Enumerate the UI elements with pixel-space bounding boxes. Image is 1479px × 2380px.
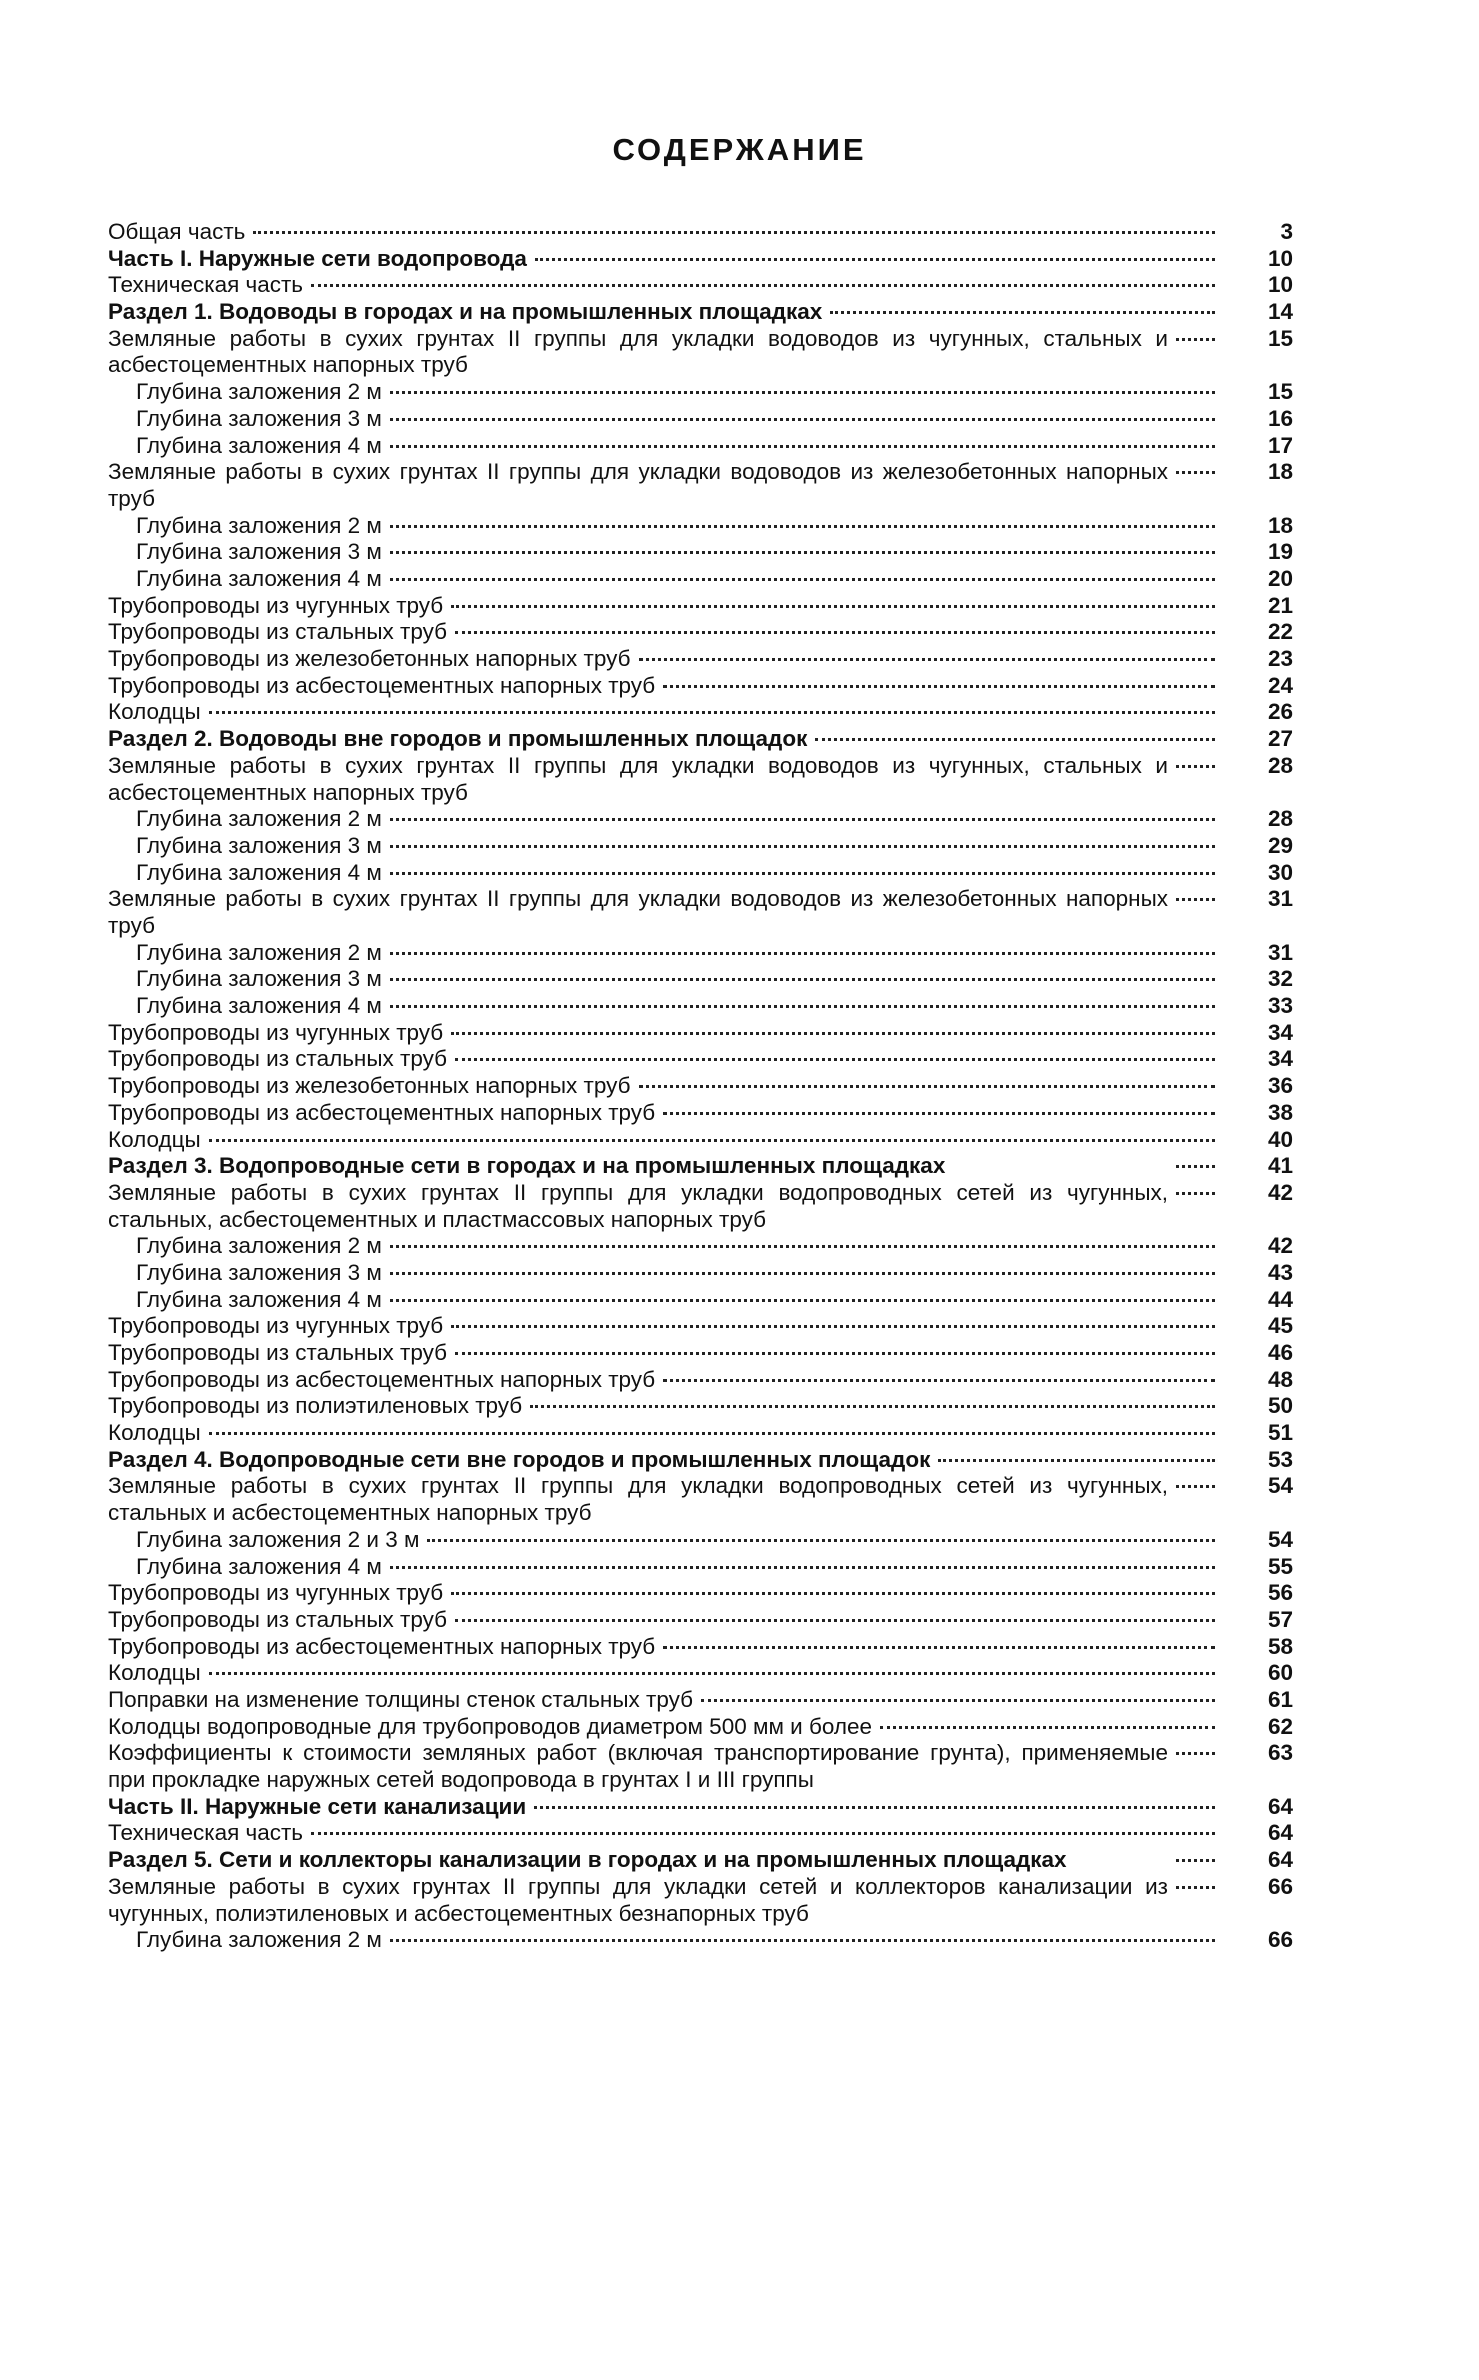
toc-entry-page: 15 — [1267, 325, 1293, 351]
toc-entry — [108, 1740, 1293, 1793]
toc-entry-title: Глубина заложения 4 м — [136, 993, 382, 1019]
toc-entry-title: Земляные работы в сухих грунтах II группы для укладки водоводов из железобетонных напорных труб — [108, 459, 1168, 511]
toc-entry — [108, 1874, 1293, 1927]
toc-entry-page: 55 — [1267, 1553, 1293, 1579]
dot-leader — [390, 1005, 1215, 1008]
toc-entry — [108, 726, 1293, 753]
toc-entry-page: 62 — [1267, 1713, 1293, 1739]
toc-entry-title: Трубопроводы из асбестоцементных напорных труб — [108, 1366, 656, 1392]
toc-entry — [108, 246, 1293, 273]
toc-entry — [108, 1554, 1293, 1581]
toc-entry-title: Земляные работы в сухих грунтах II группы для укладки водопроводных сетей из чугунных, стальных, асбестоцементных и пластмассовых напорных труб — [108, 1179, 1168, 1232]
toc-entry-title: Раздел 4. Водопроводные сети вне городов и промышленных площадок — [108, 1446, 931, 1472]
dot-leader — [830, 311, 1215, 314]
toc-entry-title: Глубина заложения 3 м — [136, 966, 382, 992]
toc-entry — [108, 566, 1293, 593]
dot-leader — [311, 284, 1215, 287]
toc-entry — [108, 1313, 1293, 1340]
toc-entry-page: 21 — [1267, 592, 1293, 618]
dot-leader — [209, 1139, 1215, 1142]
dot-leader — [880, 1726, 1215, 1729]
toc-entry-page: 51 — [1267, 1420, 1293, 1446]
toc-entry-title: Трубопроводы из стальных труб — [108, 1046, 447, 1072]
toc-entry — [108, 673, 1293, 700]
dot-leader — [390, 818, 1215, 821]
toc-entry — [108, 1420, 1293, 1447]
toc-entry-page: 53 — [1267, 1446, 1293, 1472]
toc-entry-page: 38 — [1267, 1099, 1293, 1125]
toc-entry-title: Трубопроводы из стальных труб — [108, 1606, 447, 1632]
toc-entry-page: 26 — [1267, 699, 1293, 725]
toc-entry-page: 42 — [1267, 1233, 1293, 1259]
dot-leader — [534, 1806, 1215, 1809]
dot-leader — [455, 1058, 1215, 1061]
toc-entry-title: Глубина заложения 3 м — [136, 1259, 382, 1285]
toc-entry-title: Глубина заложения 4 м — [136, 566, 382, 591]
toc-entry-page: 10 — [1267, 272, 1293, 298]
toc-entry-title: Глубина заложения 4 м — [136, 1553, 382, 1579]
toc-entry-title: Глубина заложения 4 м — [136, 1286, 382, 1312]
toc-entry-title: Трубопроводы из стальных труб — [108, 1340, 447, 1366]
dot-leader — [455, 1619, 1215, 1622]
dot-leader — [390, 978, 1215, 981]
toc-entry-page: 28 — [1267, 752, 1293, 778]
dot-leader — [639, 658, 1216, 661]
toc-entry-page: 27 — [1267, 726, 1293, 752]
toc-entry-page: 42 — [1267, 1179, 1293, 1205]
dot-leader — [663, 1379, 1215, 1382]
toc-entry — [108, 1634, 1293, 1661]
toc-entry — [108, 966, 1293, 993]
toc-entry — [108, 860, 1293, 887]
toc-entry-page: 34 — [1267, 1019, 1293, 1045]
dot-leader — [663, 685, 1215, 688]
dot-leader — [701, 1699, 1215, 1702]
toc-entry-page: 54 — [1267, 1526, 1293, 1552]
toc-entry-title: Земляные работы в сухих грунтах II группы для укладки водоводов из чугунных, стальных и асбестоцементных напорных труб — [108, 752, 1168, 805]
dot-leader — [390, 1299, 1215, 1302]
toc-entry — [108, 1794, 1293, 1821]
toc-entry — [108, 1340, 1293, 1367]
dot-leader — [390, 1566, 1215, 1569]
toc-entry-page: 29 — [1267, 832, 1293, 858]
dot-leader — [1176, 471, 1215, 474]
toc-entry-title: Земляные работы в сухих грунтах II группы для укладки водоводов из чугунных, стальных и асбестоцементных напорных труб — [108, 325, 1168, 378]
toc-entry-title: Техническая часть — [108, 1820, 304, 1846]
dot-leader — [253, 231, 1215, 234]
dot-leader — [1176, 1165, 1215, 1168]
toc-entry-page: 36 — [1267, 1073, 1293, 1099]
toc-entry-title: Колодцы — [108, 699, 201, 725]
toc-entry — [108, 1847, 1293, 1874]
toc-entry — [108, 219, 1293, 246]
dot-leader — [390, 1272, 1215, 1275]
toc-entry-title: Часть II. Наружные сети канализации — [108, 1793, 527, 1819]
toc-entry-page: 18 — [1267, 459, 1293, 485]
toc-entry — [108, 406, 1293, 433]
toc-entry-page: 60 — [1267, 1660, 1293, 1686]
toc-entry — [108, 513, 1293, 540]
toc-entry — [108, 1073, 1293, 1100]
toc-entry-title: Трубопроводы из чугунных труб — [108, 1019, 444, 1045]
dot-leader — [815, 738, 1215, 741]
toc-entry — [108, 1287, 1293, 1314]
toc-entry-page: 48 — [1267, 1366, 1293, 1392]
dot-leader — [1176, 1192, 1215, 1195]
toc-entry-title: Трубопроводы из асбестоцементных напорных труб — [108, 1099, 656, 1125]
toc-entry-page: 56 — [1267, 1580, 1293, 1606]
dot-leader — [209, 711, 1215, 714]
dot-leader — [1176, 1485, 1215, 1488]
toc-entry — [108, 433, 1293, 460]
toc-entry — [108, 646, 1293, 673]
toc-entry — [108, 619, 1293, 646]
dot-leader — [390, 445, 1215, 448]
toc-entry-title: Трубопроводы из железобетонных напорных труб — [108, 1073, 631, 1099]
toc-entry-page: 64 — [1267, 1847, 1293, 1873]
toc-entry — [108, 940, 1293, 967]
toc-entry-title: Раздел 2. Водоводы вне городов и промышленных площадок — [108, 726, 808, 752]
toc-entry-title: Общая часть — [108, 219, 246, 244]
toc-entry-page: 41 — [1267, 1153, 1293, 1179]
dot-leader — [663, 1646, 1215, 1649]
dot-leader — [1176, 765, 1215, 768]
page-title: СОДЕРЖАНИЕ — [612, 132, 867, 167]
toc-entry-page: 16 — [1267, 405, 1293, 431]
dot-leader — [1176, 1859, 1215, 1862]
table-of-contents — [108, 219, 1293, 1954]
toc-entry — [108, 1927, 1293, 1954]
toc-entry — [108, 593, 1293, 620]
toc-entry-page: 24 — [1267, 672, 1293, 698]
toc-entry-title: Раздел 3. Водопроводные сети в городах и на промышленных площадках — [108, 1153, 946, 1179]
toc-entry-title: Техническая часть — [108, 272, 304, 298]
dot-leader — [390, 845, 1215, 848]
toc-entry-title: Трубопроводы из стальных труб — [108, 619, 447, 645]
toc-entry — [108, 1260, 1293, 1287]
toc-entry — [108, 326, 1293, 379]
toc-entry-page: 45 — [1267, 1313, 1293, 1339]
toc-entry-title: Трубопроводы из асбестоцементных напорных труб — [108, 1633, 656, 1659]
dot-leader — [390, 952, 1215, 955]
dot-leader — [390, 551, 1215, 554]
dot-leader — [390, 872, 1215, 875]
toc-entry — [108, 1660, 1293, 1687]
toc-entry — [108, 886, 1293, 939]
dot-leader — [530, 1405, 1215, 1408]
toc-entry — [108, 379, 1293, 406]
toc-entry-title: Глубина заложения 3 м — [136, 405, 382, 431]
toc-entry-page: 17 — [1267, 432, 1293, 458]
toc-entry-page: 66 — [1267, 1873, 1293, 1899]
dot-leader — [451, 605, 1215, 608]
toc-entry-page: 34 — [1267, 1046, 1293, 1072]
dot-leader — [311, 1832, 1215, 1835]
dot-leader — [639, 1085, 1216, 1088]
dot-leader — [427, 1539, 1215, 1542]
toc-entry-page: 54 — [1267, 1473, 1293, 1499]
dot-leader — [390, 1245, 1215, 1248]
toc-entry-title: Глубина заложения 3 м — [136, 832, 382, 858]
toc-entry-title: Глубина заложения 2 м — [136, 379, 382, 405]
toc-entry — [108, 993, 1293, 1020]
toc-entry-page: 22 — [1267, 619, 1293, 645]
dot-leader — [390, 525, 1215, 528]
toc-entry-title: Земляные работы в сухих грунтах II группы для укладки сетей и коллекторов канализации из чугунных, полиэтиленовых и асбестоцементных безнапорных труб — [108, 1873, 1168, 1926]
dot-leader — [451, 1592, 1215, 1595]
dot-leader — [1176, 338, 1215, 341]
toc-entry — [108, 753, 1293, 806]
toc-entry-title: Трубопроводы из полиэтиленовых труб — [108, 1393, 523, 1419]
dot-leader — [663, 1112, 1215, 1115]
toc-entry-title: Трубопроводы из асбестоцементных напорных труб — [108, 672, 656, 698]
toc-entry — [108, 1100, 1293, 1127]
toc-entry — [108, 272, 1293, 299]
toc-entry-page: 28 — [1267, 806, 1293, 832]
toc-entry — [108, 1447, 1293, 1474]
toc-entry-page: 14 — [1267, 299, 1293, 325]
toc-entry-page: 64 — [1267, 1820, 1293, 1846]
dot-leader — [390, 578, 1215, 581]
toc-entry-title: Глубина заложения 2 м — [136, 939, 382, 965]
toc-entry — [108, 1153, 1293, 1180]
toc-entry-title: Глубина заложения 2 м — [136, 1927, 382, 1953]
dot-leader — [209, 1672, 1215, 1675]
toc-entry — [108, 1020, 1293, 1047]
dot-leader — [455, 631, 1215, 634]
toc-entry-page: 19 — [1267, 539, 1293, 565]
toc-entry-page: 18 — [1267, 512, 1293, 538]
toc-entry-title: Колодцы водопроводные для трубопроводов диаметром 500 мм и более — [108, 1713, 873, 1739]
dot-leader — [535, 258, 1215, 261]
toc-entry — [108, 299, 1293, 326]
toc-entry-title: Глубина заложения 2 м — [136, 512, 382, 538]
toc-entry-page: 33 — [1267, 993, 1293, 1019]
toc-entry-title: Трубопроводы из чугунных труб — [108, 1313, 444, 1339]
toc-entry-page: 15 — [1267, 379, 1293, 405]
toc-entry-title: Раздел 5. Сети и коллекторы канализации в городах и на промышленных площадках — [108, 1847, 1067, 1873]
toc-entry-title: Колодцы — [108, 1420, 201, 1446]
toc-entry-page: 3 — [1280, 219, 1293, 244]
toc-entry — [108, 1527, 1293, 1554]
toc-entry-title: Глубина заложения 2 и 3 м — [136, 1526, 420, 1552]
toc-entry-title: Поправки на изменение толщины стенок стальных труб — [108, 1687, 693, 1713]
toc-entry-title: Коэффициенты к стоимости земляных работ (включая транспортирование грунта), применяемые при прокладке наружных сетей водопровода в грунтах I и III группы — [108, 1740, 1168, 1793]
toc-entry-page: 43 — [1267, 1259, 1293, 1285]
toc-entry-page: 64 — [1267, 1793, 1293, 1819]
toc-entry-title: Глубина заложения 4 м — [136, 432, 382, 458]
toc-entry — [108, 1580, 1293, 1607]
toc-entry-page: 50 — [1267, 1393, 1293, 1419]
toc-entry-page: 30 — [1267, 859, 1293, 885]
toc-entry — [108, 1473, 1293, 1526]
dot-leader — [451, 1032, 1215, 1035]
toc-entry-title: Глубина заложения 2 м — [136, 1233, 382, 1259]
toc-entry-page: 20 — [1267, 566, 1293, 591]
toc-entry — [108, 1687, 1293, 1714]
toc-entry — [108, 1180, 1293, 1233]
toc-entry-title: Глубина заложения 3 м — [136, 539, 382, 565]
dot-leader — [451, 1325, 1215, 1328]
toc-entry-title: Земляные работы в сухих грунтах II группы для укладки водопроводных сетей из чугунных, стальных и асбестоцементных напорных труб — [108, 1473, 1168, 1526]
dot-leader — [1176, 1752, 1215, 1755]
toc-entry — [108, 1714, 1293, 1741]
toc-entry-page: 61 — [1267, 1687, 1293, 1713]
toc-entry — [108, 806, 1293, 833]
toc-entry-page: 23 — [1267, 646, 1293, 672]
toc-entry — [108, 1393, 1293, 1420]
dot-leader — [1176, 1886, 1215, 1889]
toc-entry-page: 58 — [1267, 1633, 1293, 1659]
toc-entry — [108, 699, 1293, 726]
toc-entry-page: 31 — [1267, 886, 1293, 912]
toc-entry-title: Трубопроводы из железобетонных напорных труб — [108, 646, 631, 672]
toc-entry — [108, 833, 1293, 860]
toc-entry-page: 31 — [1267, 939, 1293, 965]
toc-entry-title: Часть I. Наружные сети водопровода — [108, 245, 527, 271]
toc-entry-page: 46 — [1267, 1340, 1293, 1366]
toc-entry-title: Глубина заложения 4 м — [136, 859, 382, 885]
toc-entry — [108, 1820, 1293, 1847]
toc-entry-title: Колодцы — [108, 1660, 201, 1686]
toc-entry — [108, 1607, 1293, 1634]
toc-entry-title: Глубина заложения 2 м — [136, 806, 382, 832]
dot-leader — [455, 1352, 1215, 1355]
toc-entry — [108, 1046, 1293, 1073]
toc-entry-page: 57 — [1267, 1606, 1293, 1632]
toc-entry — [108, 539, 1293, 566]
toc-entry — [108, 1127, 1293, 1154]
toc-entry-page: 40 — [1267, 1126, 1293, 1152]
dot-leader — [390, 391, 1215, 394]
dot-leader — [938, 1459, 1215, 1462]
toc-entry — [108, 1367, 1293, 1394]
dot-leader — [390, 418, 1215, 421]
toc-entry — [108, 459, 1293, 512]
toc-entry — [108, 1233, 1293, 1260]
toc-entry-page: 44 — [1267, 1286, 1293, 1312]
dot-leader — [1176, 898, 1215, 901]
toc-entry-title: Трубопроводы из чугунных труб — [108, 1580, 444, 1606]
toc-entry-title: Земляные работы в сухих грунтах II группы для укладки водоводов из железобетонных напорных труб — [108, 886, 1168, 938]
dot-leader — [209, 1432, 1215, 1435]
toc-entry-title: Раздел 1. Водоводы в городах и на промышленных площадках — [108, 299, 823, 325]
toc-entry-page: 32 — [1267, 966, 1293, 992]
toc-entry-page: 10 — [1267, 245, 1293, 271]
dot-leader — [390, 1939, 1215, 1942]
toc-entry-page: 66 — [1267, 1927, 1293, 1953]
toc-entry-title: Трубопроводы из чугунных труб — [108, 592, 444, 618]
toc-entry-page: 63 — [1267, 1740, 1293, 1766]
toc-entry-title: Колодцы — [108, 1126, 201, 1152]
